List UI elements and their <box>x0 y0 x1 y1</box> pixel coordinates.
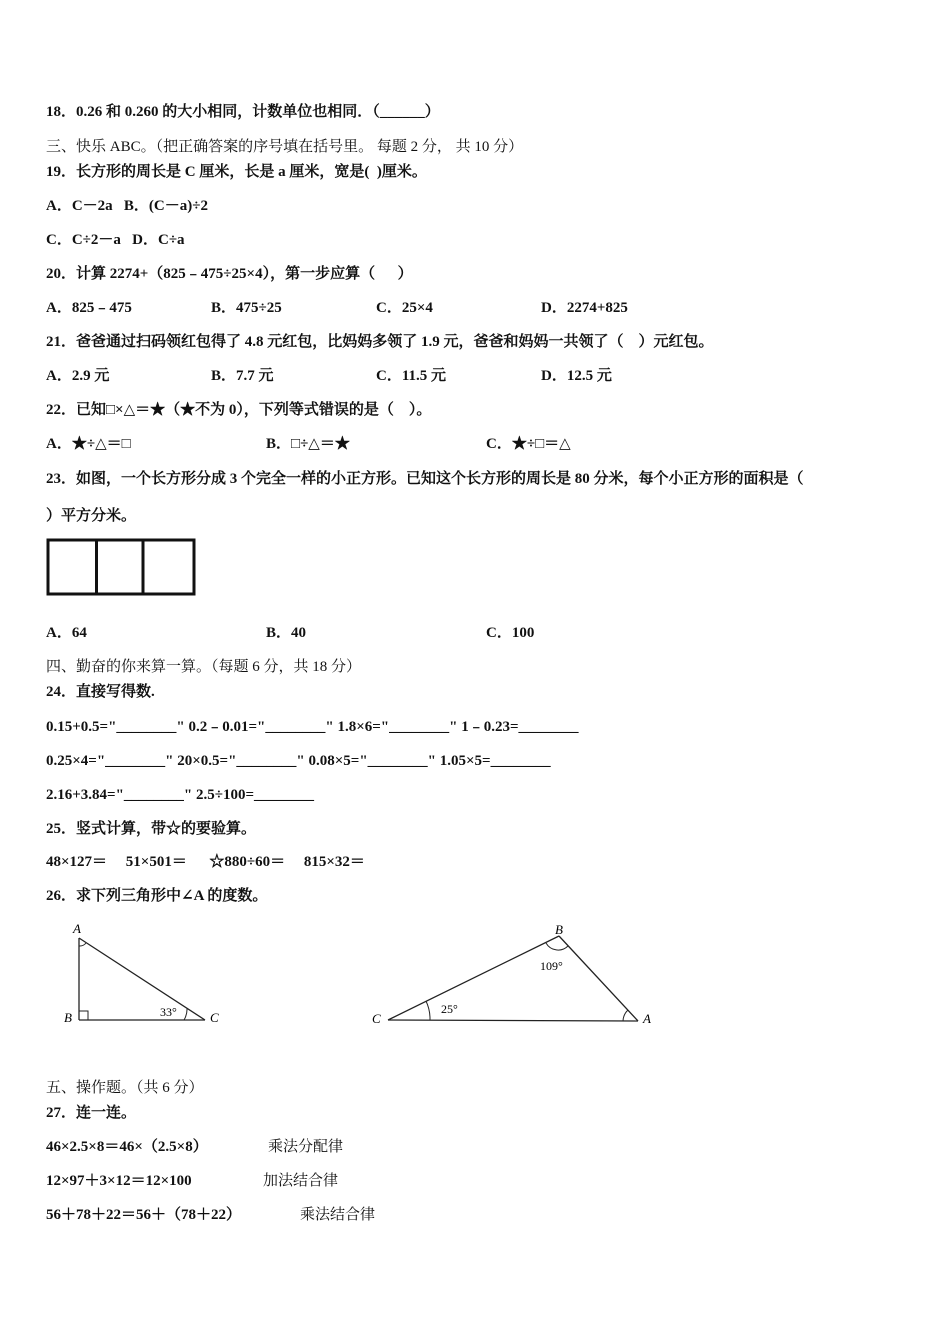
question-26-stem: 26．求下列三角形中∠A 的度数。 <box>46 888 268 904</box>
question-22-stem: 22．已知□×△＝★（★不为 0），下列等式错误的是（ ）。 <box>46 402 432 418</box>
question-23-option-b: B．40 <box>266 625 307 641</box>
triangle-1-label-b: B <box>64 1010 72 1025</box>
question-24-row1: 0.15+0.5="________" 0.2﹣0.01="________" 1.8×6="________" 1﹣0.23=________ <box>46 719 579 735</box>
question-24-stem: 24．直接写得数. <box>46 684 155 700</box>
question-20-option-a: A．825﹣475 <box>46 300 132 316</box>
triangle-2-angle-c: 25° <box>441 1002 458 1016</box>
section-5-heading: 五、操作题。（共 6 分） <box>46 1080 204 1096</box>
three-squares-figure <box>46 538 196 598</box>
question-22-option-b: B．□÷△＝★ <box>266 436 350 452</box>
question-25-stem: 25．竖式计算，带☆的要验算。 <box>46 821 257 837</box>
question-23-stem-line2: ）平方分米。 <box>46 508 137 524</box>
question-25-row: 48×127＝ 51×501＝ ☆880÷60＝ 815×32＝ <box>46 854 365 870</box>
q27-law-3: 乘法结合律 <box>300 1207 376 1223</box>
question-20-option-c: C．25×4 <box>376 300 433 316</box>
question-21-option-c: C．11.5 元 <box>376 368 447 384</box>
q27-expr-2: 12×97＋3×12＝12×100 <box>46 1173 192 1189</box>
triangle-1-figure <box>60 918 230 1034</box>
question-19-options-row1: A．C－2a B．(C－a)÷2 <box>46 198 208 214</box>
triangle-2-label-a: A <box>643 1011 651 1026</box>
triangle-2-angle-b: 109° <box>540 959 563 973</box>
triangle-1-angle-c: 33° <box>160 1005 177 1019</box>
q27-expr-1: 46×2.5×8＝46×（2.5×8） <box>46 1139 208 1155</box>
section-4-heading: 四、勤奋的你来算一算。（每题 6 分，共 18 分） <box>46 659 362 675</box>
triangle-1-label-c: C <box>210 1010 219 1025</box>
question-21-option-b: B．7.7 元 <box>211 368 274 384</box>
question-21-option-a: A．2.9 元 <box>46 368 110 384</box>
question-27-stem: 27．连一连。 <box>46 1105 137 1121</box>
question-19-stem: 19．长方形的周长是 C 厘米，长是 a 厘米，宽是( )厘米。 <box>46 164 427 180</box>
question-19-options-row2: C．C÷2－a D．C÷a <box>46 232 185 248</box>
question-22-option-a: A．★÷△＝□ <box>46 436 131 452</box>
question-22-option-c: C．★÷□＝△ <box>486 436 571 452</box>
question-18: 18．0.26 和 0.260 的大小相同，计数单位也相同．（______） <box>46 104 440 120</box>
question-24-row2: 0.25×4="________" 20×0.5="________" 0.08×5="________" 1.05×5=________ <box>46 753 551 769</box>
question-23-option-c: C．100 <box>486 625 535 641</box>
question-20-stem: 20．计算 2274+（825﹣475÷25×4），第一步应算（ ） <box>46 266 413 282</box>
question-23-option-a: A．64 <box>46 625 87 641</box>
q27-law-1: 乘法分配律 <box>268 1139 344 1155</box>
section-3-heading: 三、快乐 ABC。（把正确答案的序号填在括号里。 每题 2 分， 共 10 分） <box>46 139 524 155</box>
triangle-1-label-a: A <box>73 921 81 936</box>
question-20-option-d: D．2274+825 <box>541 300 628 316</box>
triangle-2-label-c: C <box>372 1011 381 1026</box>
q27-expr-3: 56＋78＋22＝56＋（78＋22） <box>46 1207 242 1223</box>
question-21-stem: 21．爸爸通过扫码领红包得了 4.8 元红包，比妈妈多领了 1.9 元，爸爸和妈妈一共领了（ ）元红包。 <box>46 334 714 350</box>
triangle-2-figure <box>368 918 668 1034</box>
question-21-option-d: D．12.5 元 <box>541 368 612 384</box>
question-24-row3: 2.16+3.84="________" 2.5÷100=________ <box>46 787 315 803</box>
question-20-option-b: B．475÷25 <box>211 300 282 316</box>
q27-law-2: 加法结合律 <box>263 1173 339 1189</box>
question-23-stem-line1: 23．如图，一个长方形分成 3 个完全一样的小正方形。已知这个长方形的周长是 80 分米，每个小正方形的面积是（ <box>46 471 804 487</box>
triangle-2-label-b: B <box>555 922 563 937</box>
